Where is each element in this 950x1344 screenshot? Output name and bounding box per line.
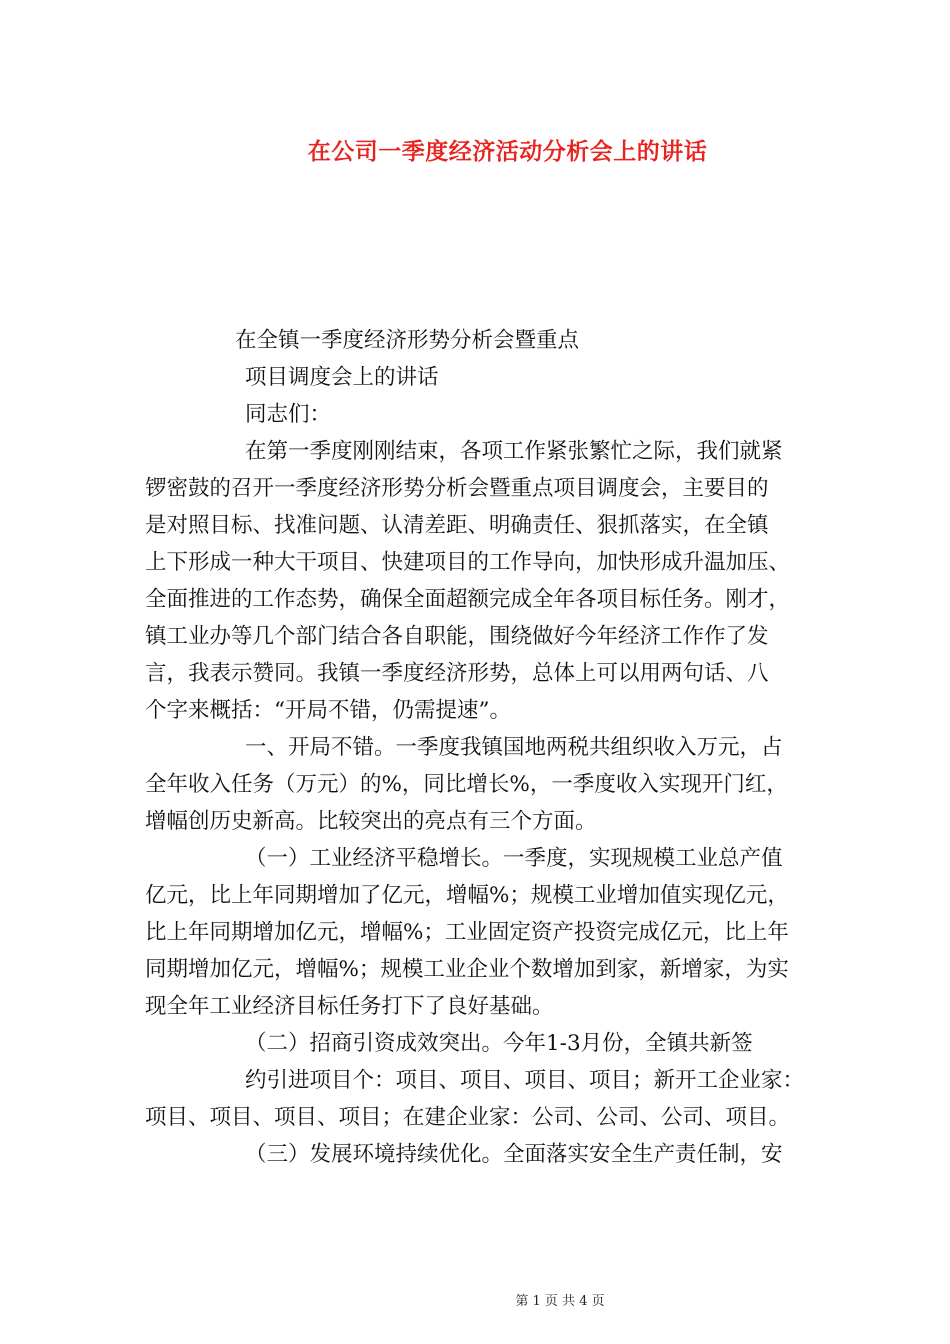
paragraph-line: 现全年工业经济目标任务打下了良好基础。 xyxy=(145,994,554,1019)
paragraph-line: 同志们： xyxy=(245,402,332,427)
paragraph-line: （一）工业经济平稳增长。一季度，实现规模工业总产值 xyxy=(245,846,783,871)
paragraph-line: 同期增加亿元，增幅%；规模工业企业个数增加到家，新增家，为实 xyxy=(145,957,789,982)
paragraph-line: 在全镇一季度经济形势分析会暨重点 xyxy=(235,328,580,353)
paragraph-line: 锣密鼓的召开一季度经济形势分析会暨重点项目调度会，主要目的 xyxy=(145,476,769,501)
paragraph-line: 个字来概括：“开局不错，仍需提速”。 xyxy=(145,698,511,723)
document-body xyxy=(145,322,810,1173)
paragraph-line: 亿元，比上年同期增加了亿元，增幅%；规模工业增加值实现亿元， xyxy=(145,883,789,908)
paragraph-line: 全年收入任务（万元）的%，同比增长%，一季度收入实现开门红， xyxy=(145,772,788,797)
paragraph-line: 是对照目标、找准问题、认清差距、明确责任、狠抓落实，在全镇 xyxy=(145,513,769,538)
page-footer: 第 1 页 共 4 页 xyxy=(515,1294,605,1309)
document-title: 在公司一季度经济活动分析会上的讲话 xyxy=(307,138,708,165)
paragraph-line: 比上年同期增加亿元，增幅%；工业固定资产投资完成亿元，比上年 xyxy=(145,920,789,945)
paragraph-line: 项目、项目、项目、项目；在建企业家：公司、公司、公司、项目。 xyxy=(145,1105,791,1130)
paragraph-line: 增幅创历史新高。比较突出的亮点有三个方面。 xyxy=(145,809,597,834)
paragraph-line: 一、开局不错。一季度我镇国地两税共组织收入万元，占 xyxy=(245,735,783,760)
paragraph-line: 项目调度会上的讲话 xyxy=(245,365,439,390)
paragraph-line: 全面推进的工作态势，确保全面超额完成全年各项目标任务。刚才， xyxy=(145,587,791,612)
paragraph-line: 镇工业办等几个部门结合各自职能，围绕做好今年经济工作作了发 xyxy=(145,624,769,649)
paragraph-line: （二）招商引资成效突出。今年1-3月份，全镇共新签 xyxy=(245,1031,753,1056)
paragraph-line: （三）发展环境持续优化。全面落实安全生产责任制，安 xyxy=(245,1142,783,1167)
paragraph-line: 在第一季度刚刚结束，各项工作紧张繁忙之际，我们就紧 xyxy=(245,439,783,464)
paragraph-line: 上下形成一种大干项目、快建项目的工作导向，加快形成升温加压、 xyxy=(145,550,791,575)
paragraph-line: 言，我表示赞同。我镇一季度经济形势，总体上可以用两句话、八 xyxy=(145,661,769,686)
paragraph-line: 约引进项目个：项目、项目、项目、项目；新开工企业家： xyxy=(245,1068,805,1093)
